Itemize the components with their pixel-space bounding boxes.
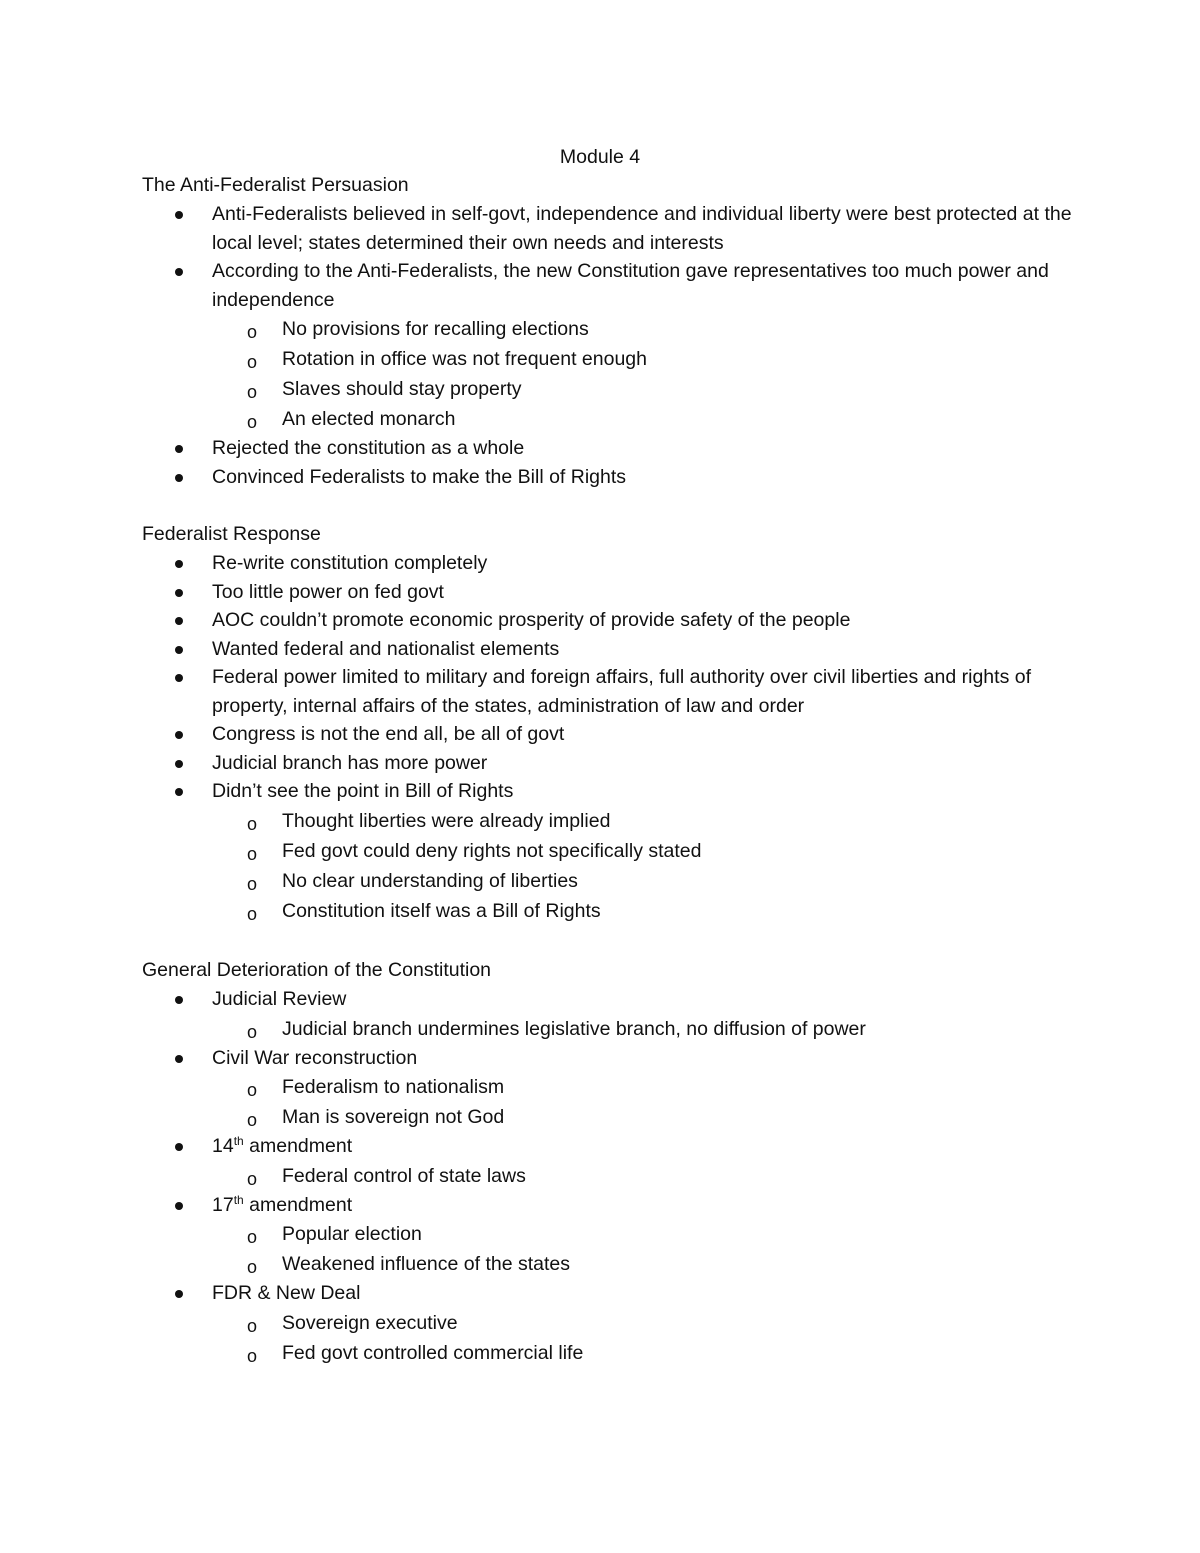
bullet-icon [175, 1290, 183, 1298]
bullet-icon [175, 445, 183, 453]
sub-bullet-icon: o [247, 1110, 258, 1130]
amendment-label: amendment [243, 1193, 353, 1216]
list-item [142, 257, 1082, 434]
section-heading: The Anti-Federalist Persuasion [142, 174, 409, 196]
sub-list-item-text: Thought liberties were already implied [282, 809, 611, 832]
section-federalist-response [142, 520, 1082, 926]
bullet-list [142, 549, 1082, 926]
sub-list-item-text: Federal control of state laws [282, 1164, 526, 1187]
list-item [142, 749, 1082, 778]
sub-bullet-icon: o [247, 352, 258, 372]
bullet-icon [175, 674, 183, 682]
bullet-icon [175, 996, 183, 1004]
sub-list-item-text: Rotation in office was not frequent enough [282, 348, 647, 370]
sub-list-item-text: Weakened influence of the states [282, 1253, 570, 1275]
sub-list-item [212, 344, 1082, 374]
list-item [142, 663, 1082, 720]
list-item-text: Too little power on fed govt [212, 580, 444, 603]
sub-list-item [212, 1249, 1082, 1279]
list-item-text: Re-write constitution completely [212, 552, 488, 574]
amendment-label: amendment [243, 1135, 353, 1157]
list-item [142, 1132, 1082, 1191]
sub-bullet-icon: o [247, 1315, 258, 1336]
list-item [142, 1044, 1082, 1133]
sub-list-item-text: Sovereign executive [282, 1311, 458, 1334]
sub-list-item-text: Federalism to nationalism [282, 1076, 505, 1098]
list-item [142, 434, 1082, 463]
sub-list-item [212, 866, 1082, 896]
list-item [142, 549, 1082, 578]
list-item [142, 200, 1082, 257]
sub-list-item-text: Man is sovereign not God [282, 1106, 505, 1128]
sub-bullet-icon: o [247, 903, 258, 924]
sub-bullet-icon: o [247, 1021, 258, 1042]
sub-list-item [212, 1219, 1082, 1249]
list-item [142, 1279, 1082, 1368]
sub-list-item [212, 1102, 1082, 1132]
sub-list-item [212, 836, 1082, 866]
sub-bullet-icon: o [247, 1080, 258, 1100]
ordinal-suffix: th [233, 1192, 244, 1207]
bullet-icon [175, 788, 183, 796]
sub-list-item [212, 314, 1082, 344]
sub-list-item-text: No clear understanding of liberties [282, 869, 578, 892]
sub-bullet-icon: o [247, 322, 258, 342]
list-item-text: Convinced Federalists to make the Bill of Rights [212, 465, 627, 488]
sub-list-item-text: Judicial branch undermines legislative branch, no diffusion of power [282, 1017, 866, 1040]
bullet-icon [175, 268, 183, 276]
sub-list-item-text: Fed govt could deny rights not specifically stated [282, 839, 702, 862]
list-item [142, 635, 1082, 664]
list-item-text: Federal power limited to military and foreign affairs, full authority over civil liberties and rights of property, internal affairs of the states, administration of law and order [212, 666, 1031, 717]
sub-bullet-icon: o [247, 1345, 258, 1366]
section-anti-federalist [142, 171, 1082, 491]
list-item-text [212, 1194, 352, 1216]
sub-list-item-text: An elected monarch [282, 408, 456, 430]
sub-list-item [212, 404, 1082, 434]
bullet-icon [175, 1202, 183, 1210]
sub-list [212, 1219, 1082, 1279]
bullet-icon [175, 646, 183, 654]
list-item [142, 463, 1082, 492]
list-item [142, 777, 1082, 926]
bullet-icon [175, 211, 183, 219]
section-heading: Federalist Response [142, 523, 321, 545]
sub-list-item [212, 806, 1082, 836]
bullet-icon [175, 760, 183, 768]
sub-list [212, 1014, 1082, 1044]
bullet-icon [175, 617, 183, 625]
list-item [142, 578, 1082, 607]
page-title: Module 4 [559, 146, 641, 168]
sub-list [212, 1161, 1082, 1191]
bullet-list [142, 985, 1082, 1368]
sub-list-item-text: No provisions for recalling elections [282, 318, 589, 340]
sub-list-item [212, 1161, 1082, 1191]
list-item [142, 1191, 1082, 1280]
amendment-number: 17 [212, 1193, 234, 1216]
sub-bullet-icon: o [247, 1257, 258, 1277]
sub-bullet-icon: o [247, 382, 258, 402]
sub-list [212, 1308, 1082, 1368]
sub-list [212, 1072, 1082, 1132]
bullet-icon [175, 1055, 183, 1063]
bullet-list [142, 200, 1082, 491]
sub-list-item [212, 1014, 1082, 1044]
sub-bullet-icon: o [247, 1227, 258, 1247]
sub-list-item-text: Popular election [282, 1223, 422, 1245]
sub-list [212, 314, 1082, 434]
list-item [142, 606, 1082, 635]
bullet-icon [175, 1143, 183, 1151]
list-item-text: Civil War reconstruction [212, 1046, 418, 1069]
bullet-icon [175, 474, 183, 482]
list-item-text: Rejected the constitution as a whole [212, 437, 525, 459]
sub-list-item-text: Slaves should stay property [282, 378, 522, 400]
sub-bullet-icon: o [247, 1168, 258, 1189]
list-item-text: Judicial branch has more power [212, 751, 488, 774]
list-item-text: Judicial Review [212, 988, 347, 1010]
list-item-text: Congress is not the end all, be all of govt [212, 723, 565, 745]
sub-list-item-text: Fed govt controlled commercial life [282, 1341, 584, 1364]
bullet-icon [175, 589, 183, 597]
sub-bullet-icon: o [247, 843, 258, 864]
sub-bullet-icon: o [247, 412, 258, 432]
sub-list-item-text: Constitution itself was a Bill of Rights [282, 899, 601, 922]
sub-list-item [212, 1338, 1082, 1368]
bullet-icon [175, 731, 183, 739]
sub-list-item [212, 896, 1082, 926]
sub-bullet-icon: o [247, 813, 258, 834]
section-heading: General Deterioration of the Constitution [142, 959, 492, 981]
list-item-text: According to the Anti-Federalists, the new Constitution gave representatives too much power and independence [212, 260, 1049, 311]
sub-list-item [212, 1308, 1082, 1338]
list-item-text: Anti-Federalists believed in self-govt, independence and individual liberty were best protected at the local level; states determined their own needs and interests [212, 203, 1072, 254]
list-item-text: Wanted federal and nationalist elements [212, 637, 560, 660]
sub-list-item [212, 374, 1082, 404]
bullet-icon [175, 560, 183, 568]
ordinal-suffix: th [233, 1134, 244, 1148]
amendment-number: 14 [212, 1135, 234, 1157]
list-item-text [212, 1135, 352, 1157]
list-item [142, 985, 1082, 1044]
list-item-text: AOC couldn’t promote economic prosperity of provide safety of the people [212, 609, 851, 631]
list-item-text: FDR & New Deal [212, 1282, 361, 1304]
section-general-deterioration [142, 956, 1082, 1368]
list-item [142, 720, 1082, 749]
list-item-text: Didn’t see the point in Bill of Rights [212, 780, 514, 802]
sub-list-item [212, 1072, 1082, 1102]
sub-list [212, 806, 1082, 926]
sub-bullet-icon: o [247, 873, 258, 894]
